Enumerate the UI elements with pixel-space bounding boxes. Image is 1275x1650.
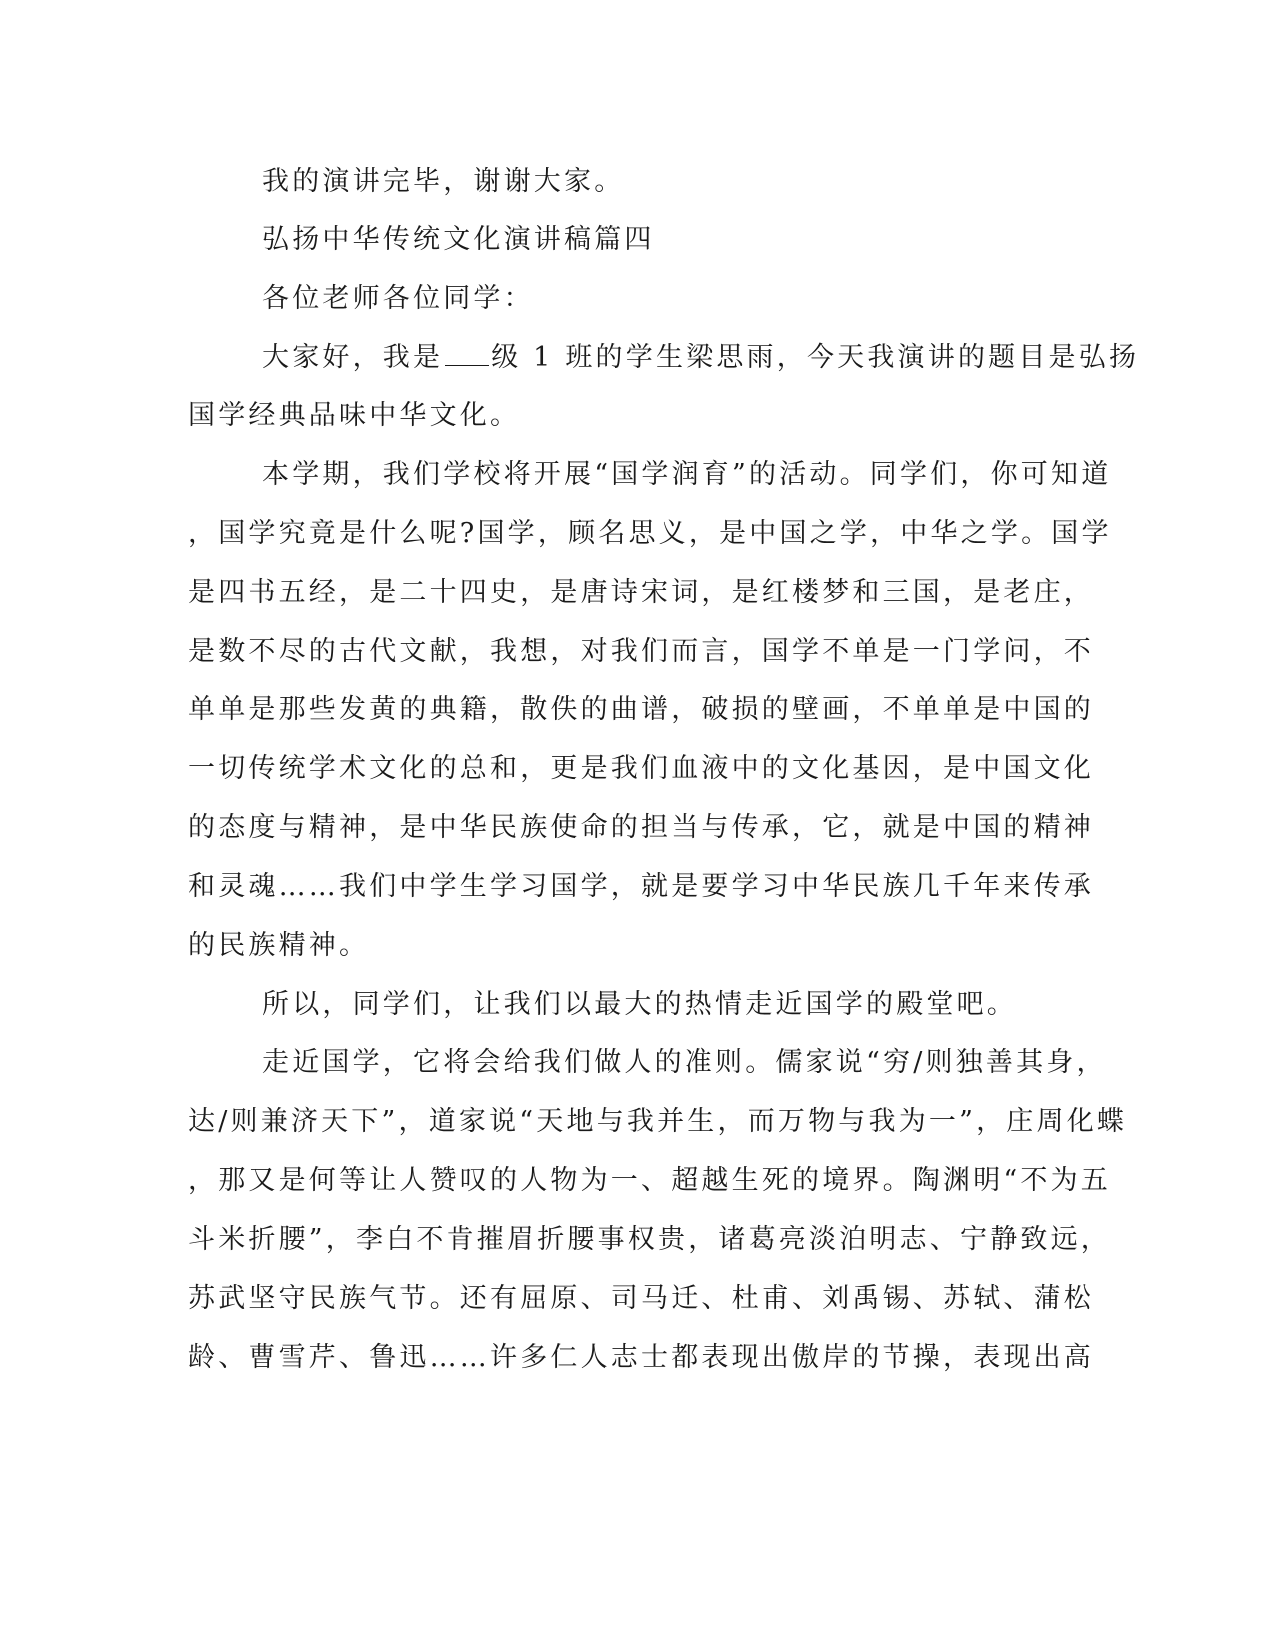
paragraph-line: 所以，同学们，让我们以最大的热情走近国学的殿堂吧。 [262,989,1017,1020]
paragraph-line: ，那又是何等让人赞叹的人物为一、超越生死的境界。陶渊明“不为五 [188,1165,1112,1196]
paragraph-line: 本学期，我们学校将开展“国学润育”的活动。同学们，你可知道 [262,459,1112,490]
paragraph-line: 和灵魂……我们中学生学习国学，就是要学习中华民族几千年来传承 [188,871,1094,902]
paragraph-line: 一切传统学术文化的总和，更是我们血液中的文化基因，是中国文化 [188,753,1094,784]
intro-text-after: 级 1 班的学生梁思雨，今天我演讲的题目是弘扬 [491,342,1140,373]
intro-text-before: 大家好，我是 [262,342,444,373]
paragraph-line: ，国学究竟是什么呢?国学，顾名思义，是中国之学，中华之学。国学 [188,518,1112,549]
intro-line [262,338,1162,378]
paragraph-line: 苏武坚守民族气节。还有屈原、司马迁、杜甫、刘禹锡、苏轼、蒲松 [188,1283,1094,1314]
paragraph-line: 是数不尽的古代文献，我想，对我们而言，国学不单是一门学问，不 [188,636,1094,667]
paragraph-line: 达/则兼济天下”，道家说“天地与我并生，而万物与我为一”，庄周化蝶 [188,1106,1128,1137]
paragraph-line: 龄、曹雪芹、鲁迅……许多仁人志士都表现出傲岸的节操，表现出高 [188,1342,1094,1373]
paragraph-line: 走近国学，它将会给我们做人的准则。儒家说“穷/则独善其身， [262,1047,1107,1078]
paragraph-line: 的民族精神。 [188,930,370,961]
paragraph-line: 国学经典品味中华文化。 [188,400,521,431]
paragraph-line: 斗米折腰”，李白不肯摧眉折腰事权贵，诸葛亮淡泊明志、宁静致远， [188,1224,1112,1255]
greeting-line: 各位老师各位同学： [262,283,534,314]
fill-in-blank [445,339,489,366]
closing-line: 我的演讲完毕，谢谢大家。 [262,166,625,197]
paragraph-line: 是四书五经，是二十四史，是唐诗宋词，是红楼梦和三国，是老庄， [188,577,1094,608]
section-title: 弘扬中华传统文化演讲稿篇四 [262,224,655,255]
paragraph-line: 单单是那些发黄的典籍，散佚的曲谱，破损的壁画，不单单是中国的 [188,694,1094,725]
paragraph-line: 的态度与精神，是中华民族使命的担当与传承，它，就是中国的精神 [188,812,1094,843]
